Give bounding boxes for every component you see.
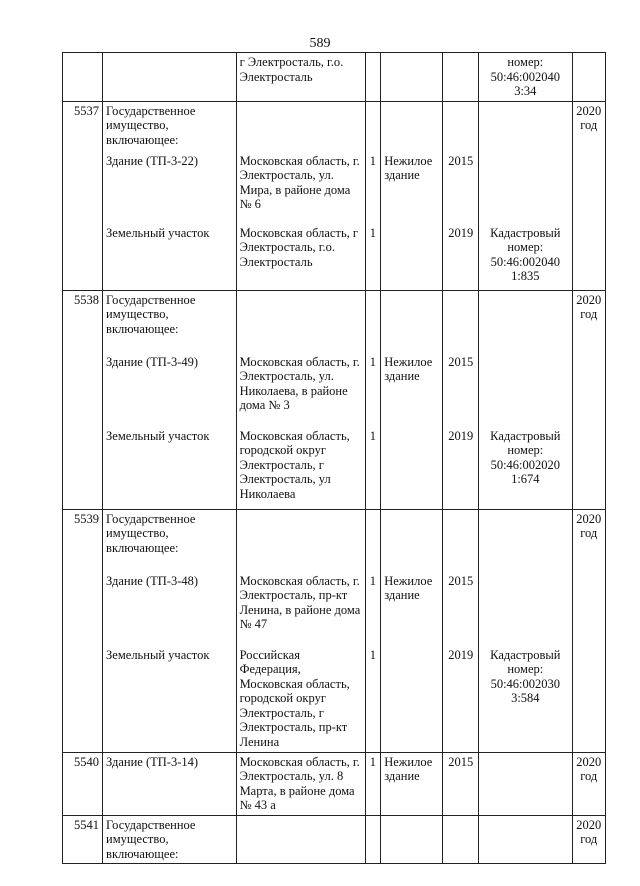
address-cell: г Электросталь, г.о. Электросталь (236, 53, 365, 102)
entry-date: 2020 год (572, 509, 605, 572)
entry-number: 5539 (63, 509, 103, 572)
empty-cell (572, 427, 605, 510)
item-cadastral (479, 353, 572, 427)
entry-date: 2020 год (572, 752, 605, 815)
entry-date: 2020 год (572, 290, 605, 353)
item-address: Московская область, г. Электросталь, ул. Мира, в районе дома № 6 (236, 152, 365, 224)
empty-cell (572, 353, 605, 427)
item-type: Нежилое здание (381, 572, 443, 646)
empty-cell (572, 152, 605, 224)
continuation-row (63, 53, 606, 102)
item-name: Здание (ТП-3-22) (103, 152, 237, 224)
item-quantity: 1 (365, 353, 381, 427)
empty-cell (381, 815, 443, 864)
item-quantity: 1 (365, 152, 381, 224)
item-cadastral: Кадастровый номер: 50:46:002030 3:584 (479, 646, 572, 753)
entry-item-row (63, 224, 606, 291)
item-quantity: 1 (365, 752, 381, 815)
empty-cell (365, 509, 381, 572)
entry-row (63, 509, 606, 572)
empty-cell (443, 101, 479, 152)
empty-cell (479, 752, 572, 815)
item-name: Здание (ТП-3-14) (103, 752, 237, 815)
entry-number: 5538 (63, 290, 103, 353)
entry-date: 2020 год (572, 101, 605, 152)
entry-title: Государственное имущество, включающее: (103, 290, 237, 353)
empty-cell (63, 572, 103, 646)
empty-cell (479, 290, 572, 353)
property-register-table (62, 52, 606, 864)
entry-title: Государственное имущество, включающее: (103, 101, 237, 152)
item-cadastral: Кадастровый номер: 50:46:002020 1:674 (479, 427, 572, 510)
empty-cell (63, 353, 103, 427)
item-quantity: 1 (365, 646, 381, 753)
empty-cell (63, 646, 103, 753)
item-address: Российская Федерация, Московская область, городской округ Электросталь, г Электросталь, пр-кт Ленина (236, 646, 365, 753)
item-quantity: 1 (365, 572, 381, 646)
item-year: 2019 (443, 646, 479, 753)
entry-number: 5537 (63, 101, 103, 152)
empty-cell (365, 101, 381, 152)
empty-cell (236, 101, 365, 152)
page-number: 589 (309, 36, 331, 51)
entry-item-row (63, 572, 606, 646)
empty-cell (236, 290, 365, 353)
item-address: Московская область, городской округ Электросталь, г Электросталь, ул Николаева (236, 427, 365, 510)
empty-cell (365, 290, 381, 353)
item-name: Земельный участок (103, 646, 237, 753)
entry-item-row (63, 646, 606, 753)
item-type: Нежилое здание (381, 353, 443, 427)
entry-item-row (63, 353, 606, 427)
empty-cell (443, 815, 479, 864)
item-name: Здание (ТП-3-48) (103, 572, 237, 646)
empty-cell (572, 646, 605, 753)
item-address: Московская область, г Электросталь, г.о. Электросталь (236, 224, 365, 291)
item-year: 2015 (443, 353, 479, 427)
empty-cell (381, 290, 443, 353)
entry-date: 2020 год (572, 815, 605, 864)
item-name: Земельный участок (103, 224, 237, 291)
item-year: 2015 (443, 752, 479, 815)
empty-cell (572, 224, 605, 291)
item-type (381, 427, 443, 510)
entry-item-row (63, 152, 606, 224)
item-type: Нежилое здание (381, 152, 443, 224)
entry-row (63, 101, 606, 152)
item-quantity: 1 (365, 427, 381, 510)
empty-cell (381, 509, 443, 572)
item-address: Московская область, г. Электросталь, пр-кт Ленина, в районе дома № 47 (236, 572, 365, 646)
item-year: 2015 (443, 152, 479, 224)
cadastral-cell: номер: 50:46:002040 3:34 (479, 53, 572, 102)
empty-cell (236, 815, 365, 864)
item-type (381, 224, 443, 291)
empty-cell (443, 509, 479, 572)
entry-title: Государственное имущество, включающее: (103, 815, 237, 864)
item-type: Нежилое здание (381, 752, 443, 815)
item-type (381, 646, 443, 753)
entry-row (63, 290, 606, 353)
item-address: Московская область, г. Электросталь, ул. 8 Марта, в районе дома № 43 а (236, 752, 365, 815)
empty-cell (479, 509, 572, 572)
empty-cell (479, 101, 572, 152)
entry-item-row (63, 427, 606, 510)
item-name: Земельный участок (103, 427, 237, 510)
empty-cell (63, 224, 103, 291)
item-cadastral: Кадастровый номер: 50:46:002040 1:835 (479, 224, 572, 291)
empty-cell (381, 101, 443, 152)
item-year: 2019 (443, 224, 479, 291)
item-name: Здание (ТП-3-49) (103, 353, 237, 427)
item-address: Московская область, г. Электросталь, ул. Николаева, в районе дома № 3 (236, 353, 365, 427)
entry-number: 5540 (63, 752, 103, 815)
empty-cell (479, 815, 572, 864)
item-cadastral (479, 152, 572, 224)
empty-cell (365, 815, 381, 864)
item-quantity: 1 (365, 224, 381, 291)
empty-cell (63, 427, 103, 510)
entry-number: 5541 (63, 815, 103, 864)
empty-cell (63, 152, 103, 224)
entry-row (63, 815, 606, 864)
item-year: 2015 (443, 572, 479, 646)
item-year: 2019 (443, 427, 479, 510)
empty-cell (236, 509, 365, 572)
entry-title: Государственное имущество, включающее: (103, 509, 237, 572)
empty-cell (443, 290, 479, 353)
entry-row (63, 752, 606, 815)
item-cadastral (479, 572, 572, 646)
empty-cell (572, 572, 605, 646)
